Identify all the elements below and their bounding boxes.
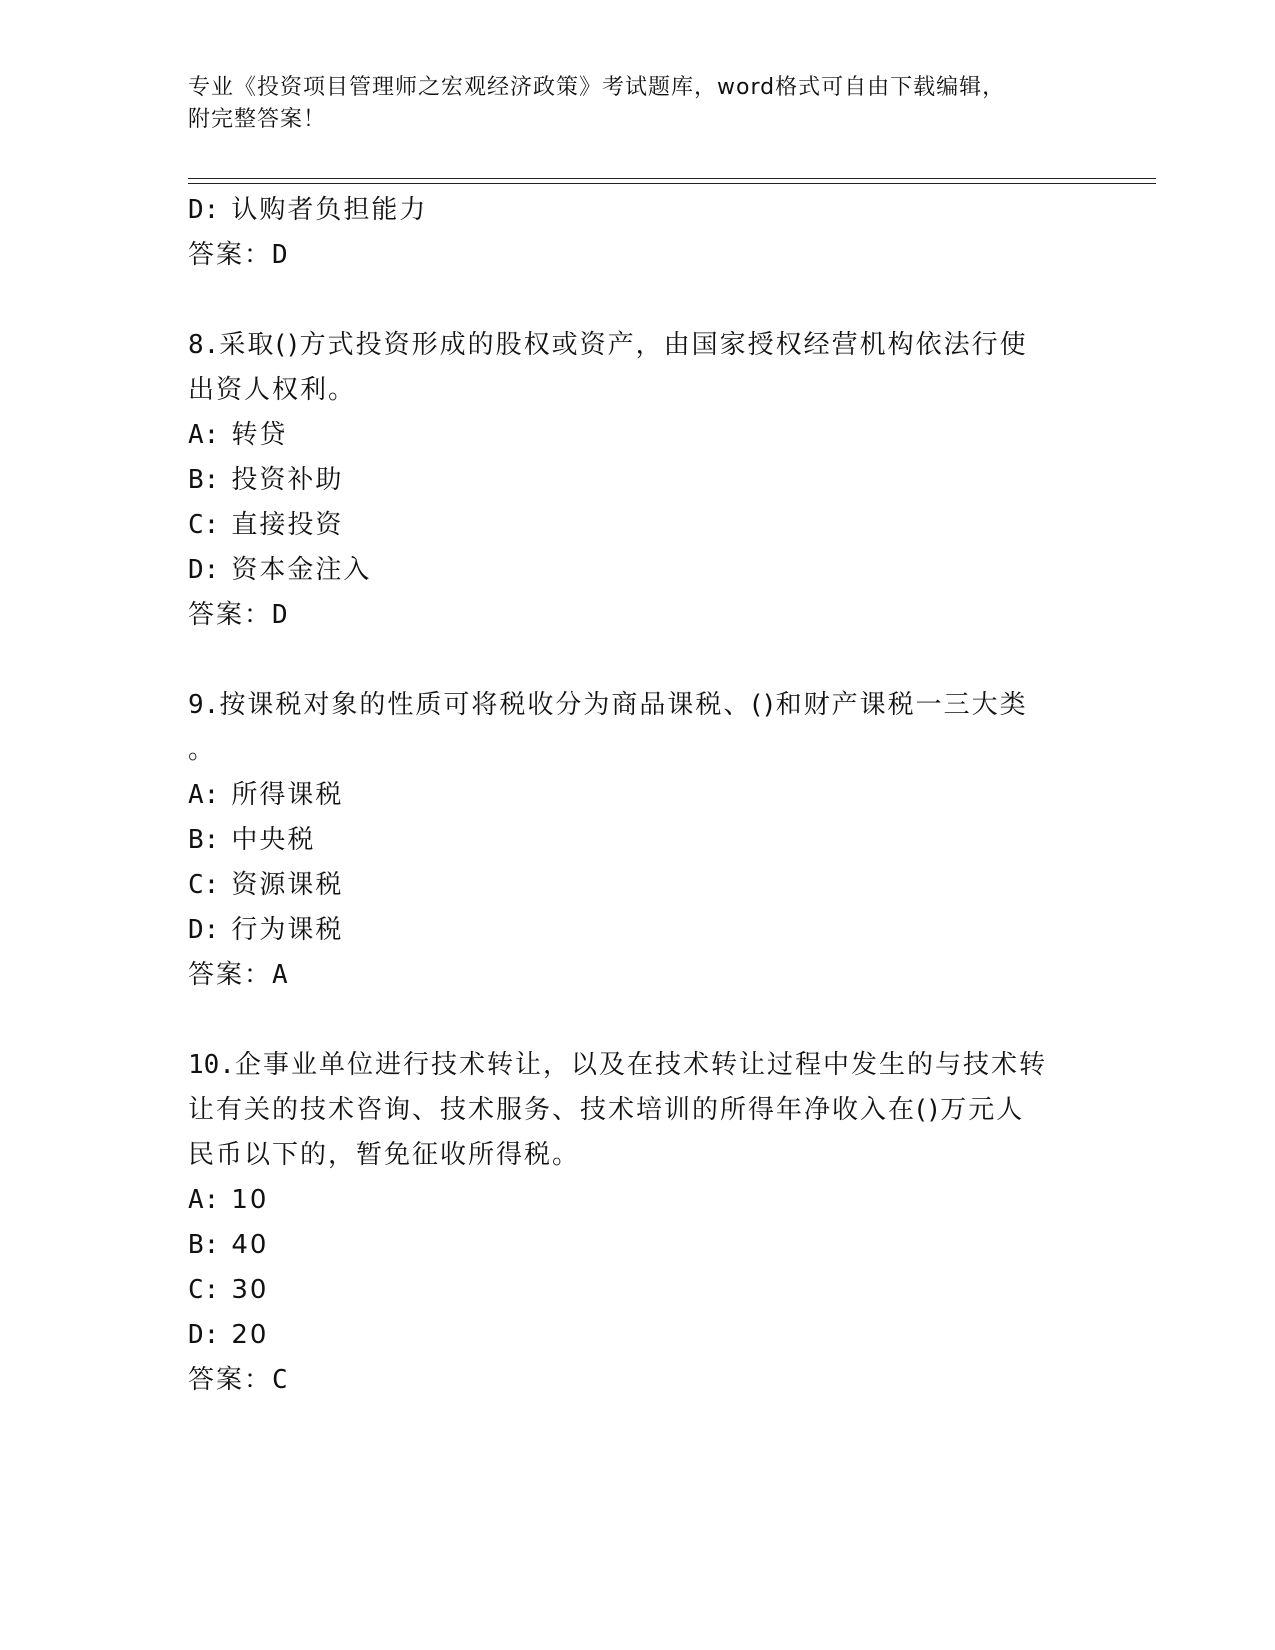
option-letter: D: [188, 1320, 220, 1350]
stem-line-3: 民币以下的，暂免征收所得税。 [188, 1140, 581, 1170]
stem-line-2: 让有关的技术咨询、技术服务、技术培训的所得年净收入在()万元人 [188, 1095, 1025, 1125]
answer-label: 答案： [188, 240, 273, 270]
spacer [188, 278, 1088, 323]
stem-line-2: 出资人权利。 [188, 375, 357, 405]
option-d [188, 548, 1088, 593]
header-divider-bottom [188, 183, 1156, 184]
answer-line [188, 593, 1088, 638]
answer-value: D [272, 240, 288, 270]
answer-value: C [272, 1365, 288, 1395]
option-d [188, 908, 1088, 953]
answer-label: 答案： [188, 960, 273, 990]
header-line-1: 专业《投资项目管理师之宏观经济政策》考试题库，word格式可自由下载编辑， [188, 75, 1006, 100]
stem-line-2: 。 [188, 735, 217, 765]
question-stem [188, 323, 1088, 368]
header-divider-top [188, 178, 1156, 179]
option-letter: D: [188, 915, 220, 945]
question-9 [188, 683, 1088, 998]
option-text: 行为课税 [231, 915, 344, 945]
question-list [188, 188, 1088, 1403]
option-text: 认购者负担能力 [231, 195, 428, 225]
answer-label: 答案： [188, 600, 273, 630]
option-letter: C: [188, 1275, 220, 1305]
document-header [188, 72, 1068, 136]
option-d [188, 1313, 1088, 1358]
option-text: 转贷 [231, 420, 288, 450]
answer-label: 答案： [188, 1365, 273, 1395]
option-b [188, 1223, 1088, 1268]
stem-line-1: 采取()方式投资形成的股权或资产，由国家授权经营机构依法行使 [219, 330, 1028, 360]
spacer [188, 998, 1088, 1043]
stem-line-1: 按课税对象的性质可将税收分为商品课税、()和财产课税一三大类 [219, 690, 1028, 720]
answer-value: D [272, 600, 288, 630]
option-a [188, 773, 1088, 818]
option-text: 资源课税 [231, 870, 344, 900]
answer-line [188, 233, 1088, 278]
stem-line-1: 企事业单位进行技术转让，以及在技术转让过程中发生的与技术转 [234, 1050, 1047, 1080]
option-d [188, 188, 1088, 233]
option-text: 资本金注入 [231, 555, 372, 585]
option-a [188, 413, 1088, 458]
option-text: 直接投资 [231, 510, 344, 540]
question-number: 9. [188, 690, 220, 720]
option-letter: C: [188, 870, 220, 900]
option-text: 30 [231, 1275, 269, 1305]
option-letter: D: [188, 555, 220, 585]
option-letter: A: [188, 1185, 220, 1215]
option-text: 40 [231, 1230, 269, 1260]
question-number: 8. [188, 330, 220, 360]
option-c [188, 503, 1088, 548]
option-text: 10 [231, 1185, 269, 1215]
option-b [188, 458, 1088, 503]
option-letter: D: [188, 195, 220, 225]
option-letter: B: [188, 1230, 220, 1260]
answer-line [188, 1358, 1088, 1403]
question-stem [188, 683, 1088, 728]
answer-line [188, 953, 1088, 998]
header-line-2: 附完整答案！ [188, 107, 327, 132]
option-c [188, 1268, 1088, 1313]
option-letter: A: [188, 780, 220, 810]
answer-value: A [272, 960, 288, 990]
question-number: 10. [188, 1050, 235, 1080]
option-letter: B: [188, 465, 220, 495]
spacer [188, 638, 1088, 683]
option-text: 所得课税 [231, 780, 344, 810]
question-stem [188, 1043, 1088, 1088]
option-text: 20 [231, 1320, 269, 1350]
option-text: 中央税 [231, 825, 316, 855]
question-10 [188, 1043, 1088, 1403]
option-letter: A: [188, 420, 220, 450]
option-c [188, 863, 1088, 908]
question-8 [188, 323, 1088, 638]
option-a [188, 1178, 1088, 1223]
option-text: 投资补助 [231, 465, 344, 495]
option-letter: B: [188, 825, 220, 855]
option-letter: C: [188, 510, 220, 540]
option-b [188, 818, 1088, 863]
